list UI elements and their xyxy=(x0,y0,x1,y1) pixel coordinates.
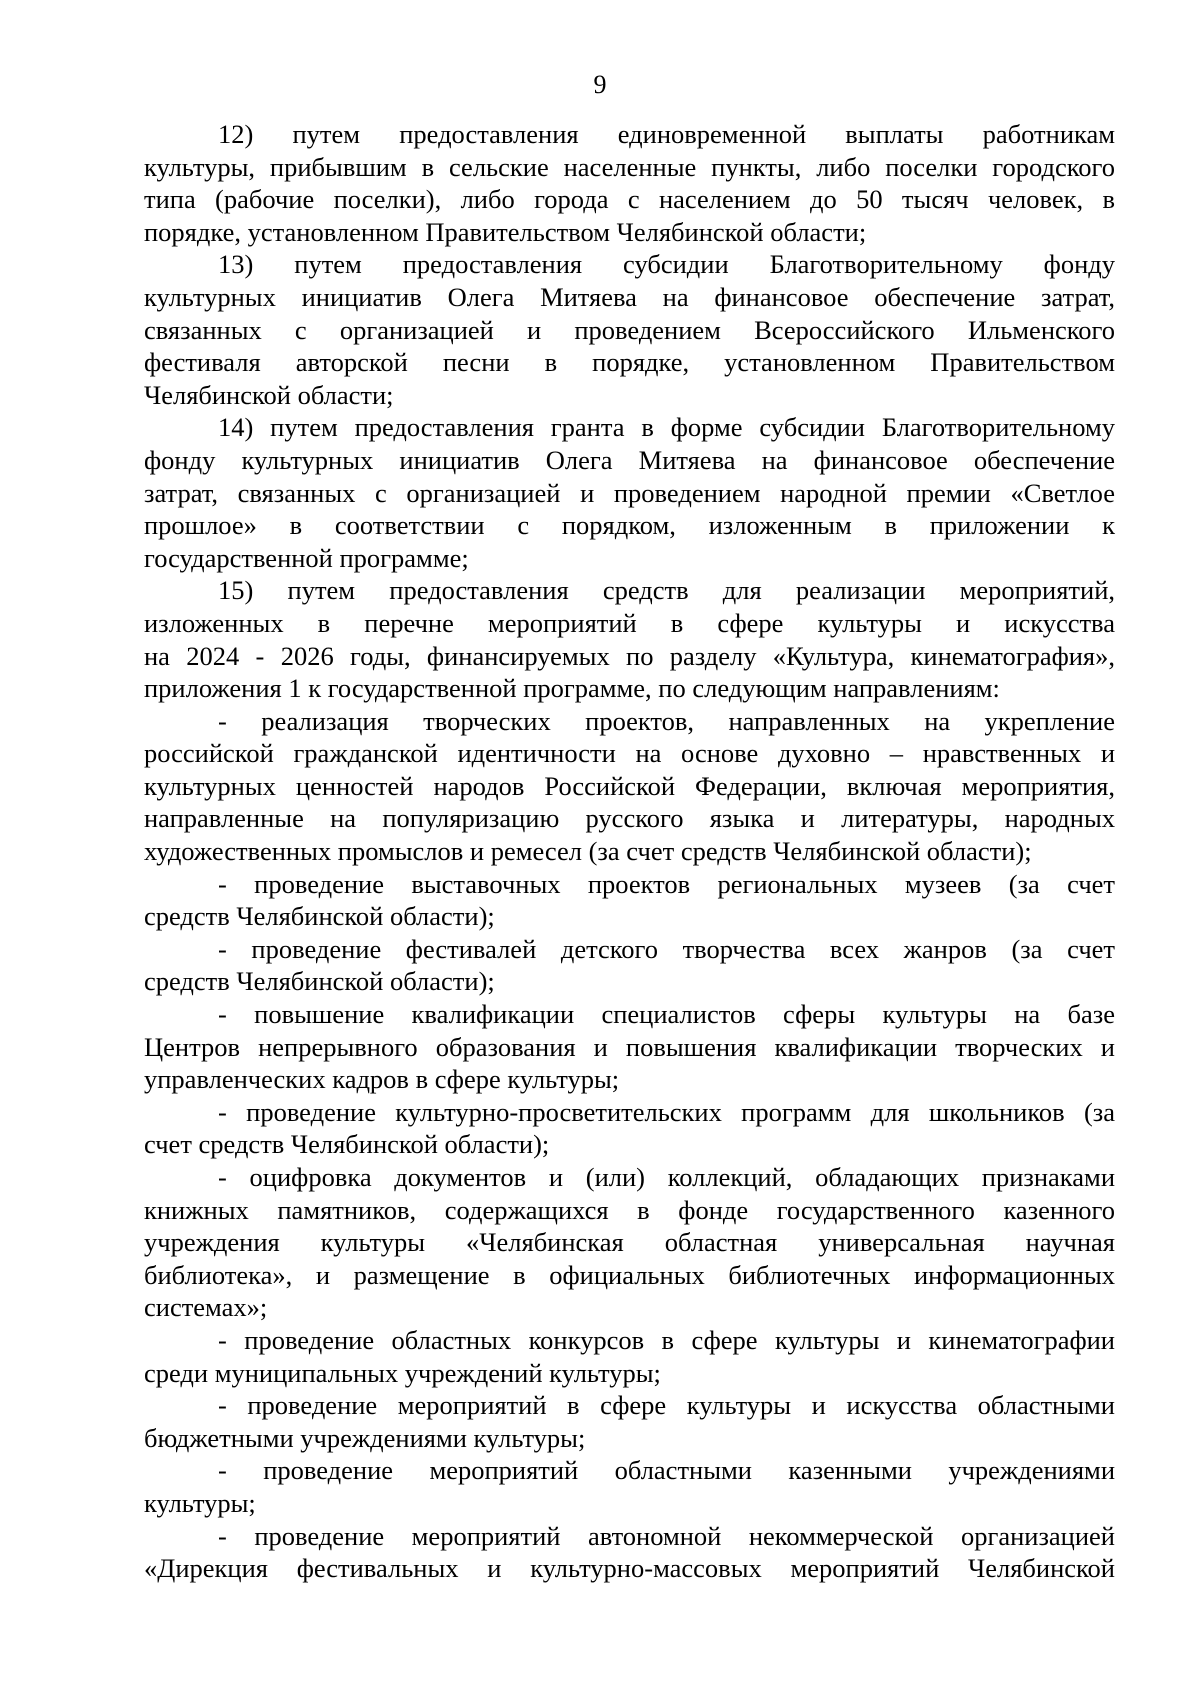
paragraph xyxy=(144,868,1115,933)
paragraph xyxy=(144,248,1115,411)
text-line: прошлое» в соответствии с порядком, изложенным в приложении к xyxy=(144,510,1115,541)
text-line: затрат, связанных с организацией и проведением народной премии «Светлое xyxy=(144,477,1115,508)
paragraph xyxy=(144,1161,1115,1324)
text-line: культурных инициатив Олега Митяева на финансовое обеспечение затрат, xyxy=(144,281,1115,312)
text-line: 14) путем предоставления гранта в форме субсидии Благотворительному xyxy=(218,412,1115,443)
text-line: библиотека», и размещение в официальных библиотечных информационных xyxy=(144,1259,1115,1290)
text-line: культуры, прибывшим в сельские населенные пункты, либо поселки городского xyxy=(144,151,1115,182)
document-body xyxy=(144,118,1115,1585)
text-line: - оцифровка документов и (или) коллекций, обладающих признаками xyxy=(218,1162,1115,1192)
text-line: на 2024 - 2026 годы, финансируемых по разделу «Культура, кинематография», xyxy=(144,640,1115,671)
paragraph xyxy=(144,998,1115,1096)
paragraph xyxy=(144,1520,1115,1585)
text-line: изложенных в перечне мероприятий в сфере культуры и искусства xyxy=(144,607,1115,638)
text-line: - проведение выставочных проектов региональных музеев (за счет xyxy=(218,868,1115,899)
text-line: среди муниципальных учреждений культуры; xyxy=(144,1357,661,1388)
paragraph xyxy=(144,1324,1115,1389)
text-line: учреждения культуры «Челябинская областная универсальная научная xyxy=(144,1227,1115,1258)
text-line: - проведение культурно-просветительских программ для школьников (за xyxy=(218,1096,1115,1127)
paragraph xyxy=(144,574,1115,704)
text-line: художественных промыслов и ремесел (за счет средств Челябинской области); xyxy=(144,836,1032,867)
paragraph xyxy=(144,1096,1115,1161)
text-line: 15) путем предоставления средств для реализации мероприятий, xyxy=(218,575,1115,606)
text-line: - проведение областных конкурсов в сфере культуры и кинематографии xyxy=(218,1324,1115,1355)
paragraph xyxy=(144,1389,1115,1454)
text-line: управленческих кадров в сфере культуры; xyxy=(144,1064,620,1095)
text-line: средств Челябинской области); xyxy=(144,901,495,932)
paragraph xyxy=(144,1454,1115,1519)
text-line: государственной программе; xyxy=(144,542,469,573)
text-line: - проведение фестивалей детского творчества всех жанров (за счет xyxy=(218,933,1115,964)
paragraph xyxy=(144,933,1115,998)
paragraph xyxy=(144,118,1115,248)
text-line: типа (рабочие поселки), либо города с населением до 50 тысяч человек, в xyxy=(144,184,1115,215)
text-line: фестиваля авторской песни в порядке, установленном Правительством xyxy=(144,347,1115,378)
text-line: счет средств Челябинской области); xyxy=(144,1129,550,1160)
text-line: российской гражданской идентичности на основе духовно – нравственных и xyxy=(144,738,1115,769)
text-line: Центров непрерывного образования и повышения квалификации творческих и xyxy=(144,1031,1115,1062)
text-line: направленные на популяризацию русского языка и литературы, народных xyxy=(144,803,1115,834)
text-line: средств Челябинской области); xyxy=(144,966,495,997)
text-line: приложения 1 к государственной программе, по следующим направлениям: xyxy=(144,673,1000,704)
text-line: книжных памятников, содержащихся в фонде государственного казенного xyxy=(144,1194,1115,1225)
text-line: 12) путем предоставления единовременной выплаты работникам xyxy=(218,119,1115,149)
text-line: - проведение мероприятий автономной некоммерческой организацией xyxy=(218,1520,1115,1551)
text-line: - проведение мероприятий в сфере культуры и искусства областными xyxy=(218,1390,1115,1421)
text-line: - проведение мероприятий областными казенными учреждениями xyxy=(218,1455,1115,1486)
text-line: Челябинской области; xyxy=(144,379,394,410)
text-line: - реализация творческих проектов, направленных на укрепление xyxy=(218,705,1115,736)
text-line: - повышение квалификации специалистов сферы культуры на базе xyxy=(218,999,1115,1030)
text-line: фонду культурных инициатив Олега Митяева на финансовое обеспечение xyxy=(144,444,1115,475)
text-line: связанных с организацией и проведением Всероссийского Ильменского xyxy=(144,314,1115,345)
text-line: «Дирекция фестивальных и культурно-массовых мероприятий Челябинской xyxy=(144,1553,1115,1584)
text-line: бюджетными учреждениями культуры; xyxy=(144,1422,586,1453)
text-line: культуры; xyxy=(144,1487,256,1518)
page-number: 9 xyxy=(593,70,607,99)
text-line: 13) путем предоставления субсидии Благотворительному фонду xyxy=(218,249,1115,280)
paragraph xyxy=(144,411,1115,574)
paragraph xyxy=(144,705,1115,868)
text-line: системах»; xyxy=(144,1292,268,1323)
text-line: культурных ценностей народов Российской Федерации, включая мероприятия, xyxy=(144,770,1115,801)
text-line: порядке, установленном Правительством Челябинской области; xyxy=(144,216,867,247)
